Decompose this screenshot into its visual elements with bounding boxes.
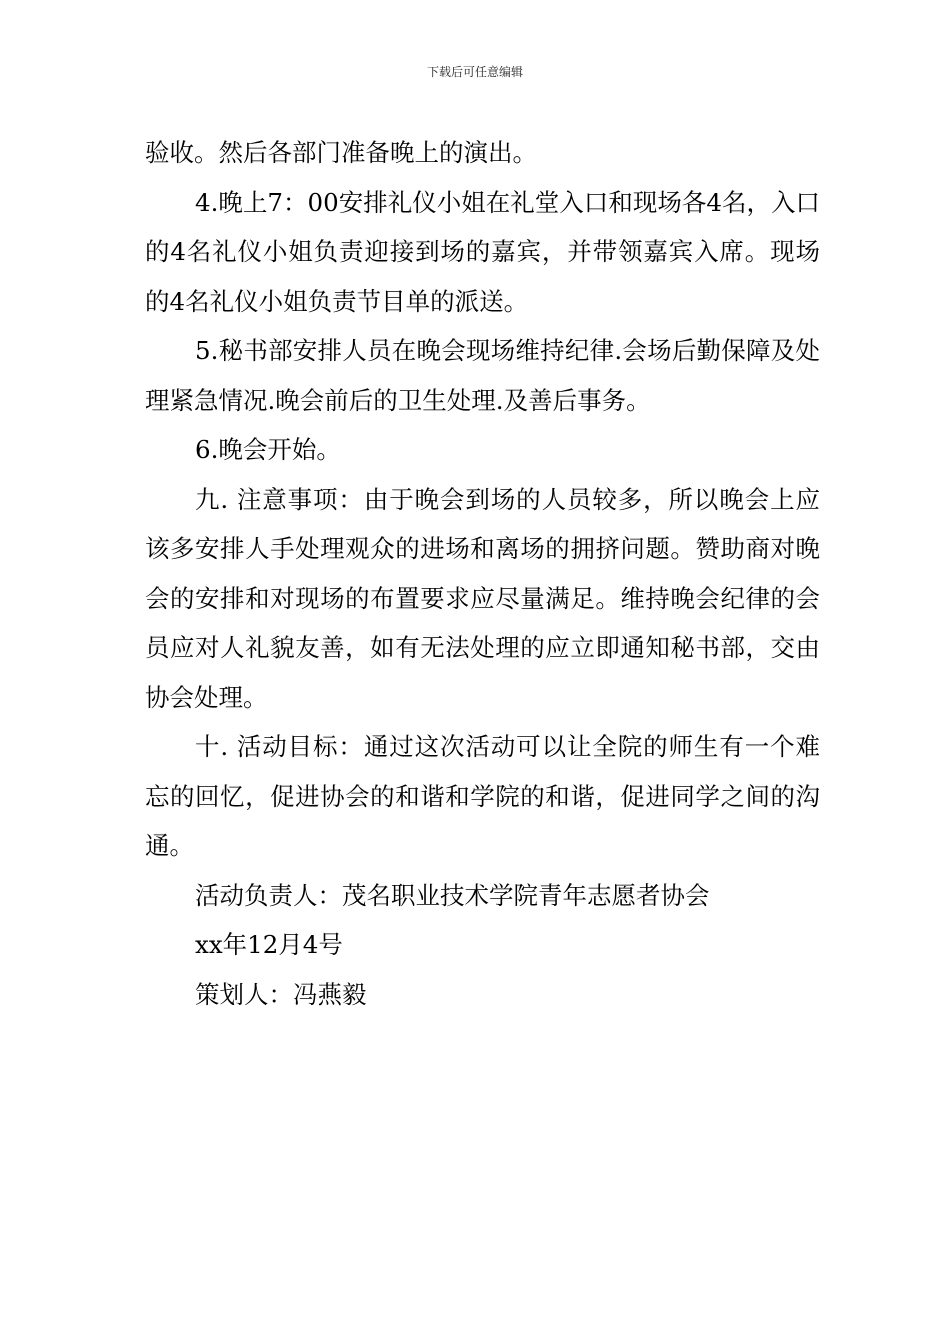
paragraph-item-5: 5.秘书部安排人员在晚会现场维持纪律.会场后勤保障及处理紧急情况.晚会前后的卫生处理.及善后事务。 [145,336,820,415]
header-note: 下载后可任意编辑 [426,65,523,79]
paragraph-item-4: 4.晚上7：00安排礼仪小姐在礼堂入口和现场各4名，入口的4名礼仪小姐负责迎接到场的嘉宾，并带领嘉宾入席。现场的4名礼仪小姐负责节目单的派送。 [145,187,820,316]
paragraph-item-6: 6.晚会开始。 [195,435,341,464]
signoff-date: xx年12月4号 [195,930,343,959]
document-body [145,128,820,1019]
paragraph-section-9: 九. 注意事项：由于晚会到场的人员较多，所以晚会上应该多安排人手处理观众的进场和离场的拥挤问题。赞助商对晚会的安排和对现场的布置要求应尽量满足。维持晚会纪律的会员应对人礼貌友善，如有无法处理的应立即通知秘书部，交由协会处理。 [145,484,820,712]
paragraph-section-10: 十. 活动目标：通过这次活动可以让全院的师生有一个难忘的回忆，促进协会的和谐和学院的和谐，促进同学之间的沟通。 [145,732,820,860]
paragraph-continuation: 验收。然后各部门准备晚上的演出。 [145,138,537,167]
signoff-planner: 策划人：冯燕毅 [195,979,367,1009]
signoff-organizer: 活动负责人：茂名职业技术学院青年志愿者协会 [195,880,710,910]
